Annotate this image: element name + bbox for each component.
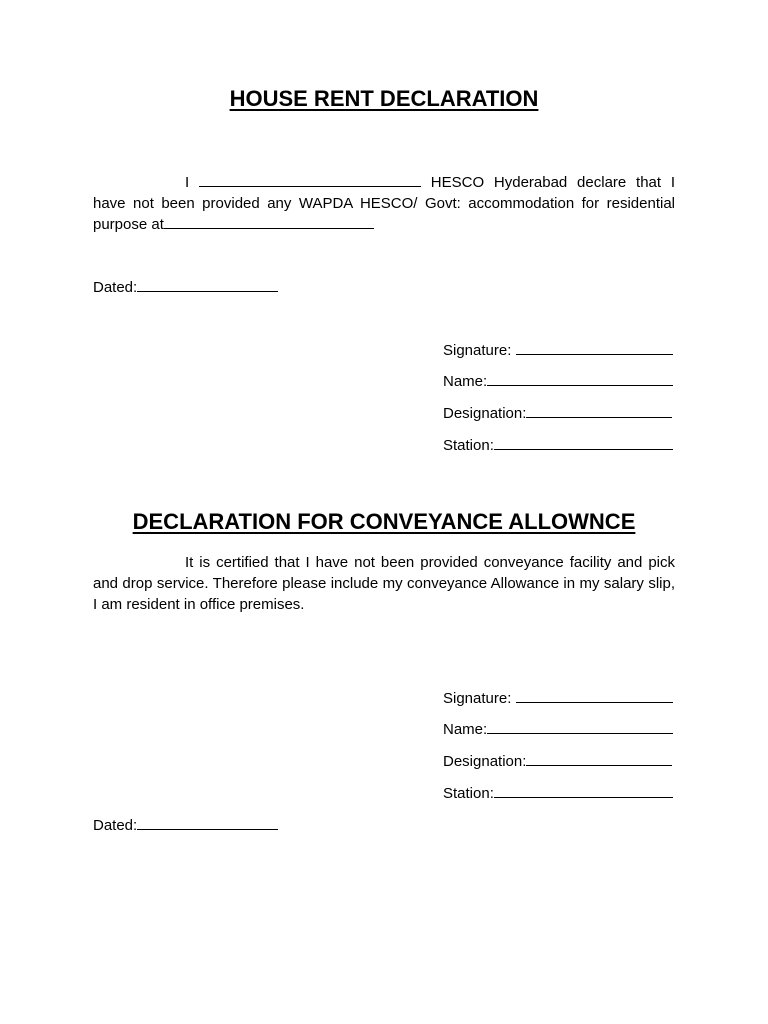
house-rent-paragraph [93,172,675,235]
conveyance-para-body: It is certified that I have not been provided conveyance facility and pick and drop service. Therefore please include my conveyance Allowance in my salary slip, I am resident in office premises. [93,554,675,613]
designation-label: Designation: [443,405,527,422]
station-label: Station: [443,785,494,802]
name-field-blank-line[interactable] [487,720,673,734]
name-label: Name: [443,721,488,738]
designation-blank-line[interactable] [526,404,672,418]
station-label: Station: [443,437,494,454]
house-rent-name [443,372,673,391]
conveyance-dated [93,816,278,835]
conveyance-signature [443,689,673,708]
house-rent-station [443,436,673,455]
designation-blank-line[interactable] [526,752,672,766]
name-field-blank-line[interactable] [487,372,673,386]
house-rent-signature [443,341,673,360]
name-blank-line[interactable] [199,173,421,187]
house-rent-designation [443,404,672,423]
station-blank-line[interactable] [494,436,673,450]
house-rent-title: HOUSE RENT DECLARATION [229,86,539,111]
conveyance-station [443,784,673,803]
dated-label: Dated: [93,279,138,296]
signature-blank-line[interactable] [516,341,673,355]
para-body: HESCO Hyderabad declare that I have not been provided any WAPDA HESCO/ Govt: accommodation for residential purpose at [93,174,676,233]
dated-blank-line[interactable] [137,816,278,830]
conveyance-name [443,720,673,739]
para-prefix: I [185,174,190,191]
name-label: Name: [443,373,488,390]
address-blank-line[interactable] [164,215,374,229]
conveyance-title: DECLARATION FOR CONVEYANCE ALLOWNCE [132,509,636,534]
dated-blank-line[interactable] [137,278,278,292]
signature-label: Signature: [443,690,512,707]
conveyance-designation [443,752,672,771]
signature-blank-line[interactable] [516,689,673,703]
dated-label: Dated: [93,817,138,834]
signature-label: Signature: [443,342,512,359]
station-blank-line[interactable] [494,784,673,798]
house-rent-dated [93,278,278,297]
conveyance-paragraph [93,552,675,615]
designation-label: Designation: [443,753,527,770]
